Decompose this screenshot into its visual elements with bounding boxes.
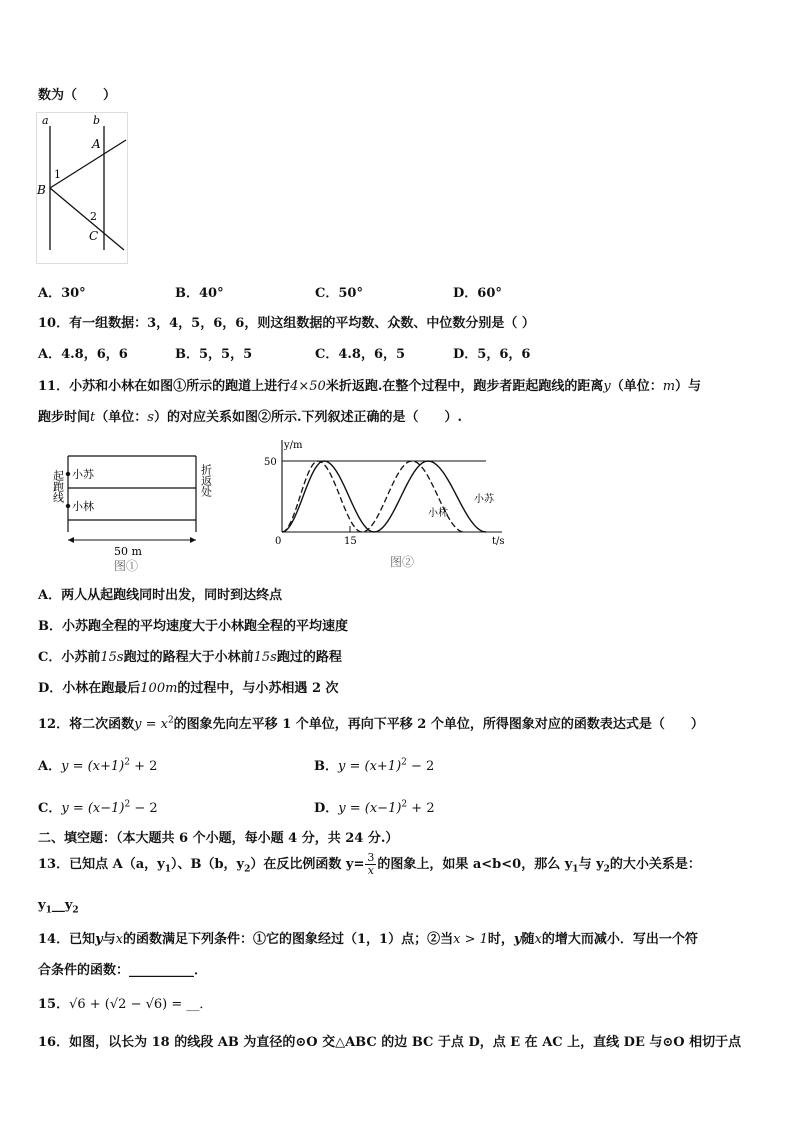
q11-stem-line2: 跑步时间t（单位：s）的对应关系如图②所示.下列叙述正确的是（ ）. — [38, 410, 462, 425]
fig-label-2: 2 — [90, 210, 97, 223]
q9-option-a[interactable]: A．30° — [38, 286, 86, 301]
line-BC — [50, 188, 124, 250]
fig-label-1: 1 — [54, 168, 61, 181]
q12-stem: 12．将二次函数$y = x^2$的图象先向左平移 1 个单位，再向下平移 2 个单位，所得图象对应的函数表达式是（ ） — [38, 715, 704, 732]
q14-stem-line2[interactable]: 合条件的函数：__________． — [38, 963, 208, 978]
q12-option-d[interactable]: D．$y = (x-1)^2 + 2$ — [314, 799, 435, 816]
fig-label-b: b — [93, 114, 101, 127]
q10-option-d[interactable]: D．5，6，6 — [453, 347, 531, 362]
y-tick-50: 50 — [264, 457, 277, 468]
q10-option-c[interactable]: C．4.8，6，5 — [315, 347, 406, 362]
lin-start-dot — [66, 504, 70, 508]
q11-option-d[interactable]: D．小林在跑最后100m的过程中，与小苏相遇 2 次 — [38, 681, 339, 696]
q9-stem-tail: 数为（ ） — [38, 88, 117, 103]
q15-stem[interactable]: 15．√6 + (√2 − √6) = __． — [38, 997, 213, 1012]
q11-stem-line1: 11．小苏和小林在如图①所示的跑道上进行4×50米折返跑.在整个过程中，跑步者距起跑线的距离y（单位：m）与 — [38, 379, 702, 394]
fig-label-C: C — [89, 229, 99, 243]
q16-stem: 16．如图，以长为 18 的线段 AB 为直径的⊙O 交△ABC 的边 BC 于点 D，点 E 在 AC 上，直线 DE 与⊙O 相切于点 — [38, 1035, 742, 1050]
start-line-label: 起跑线 — [51, 470, 65, 503]
series-su-curve — [282, 461, 486, 532]
x-axis-label: t/s — [492, 536, 505, 547]
q11-figure-1-track — [46, 440, 226, 572]
y-axis-label: y/m — [284, 440, 303, 451]
length-label: 50 m — [114, 545, 142, 558]
fig2-caption: 图② — [390, 555, 415, 569]
q13-answer[interactable]: $y_1\_\_y_2$ — [38, 898, 79, 916]
q13-fraction: $\frac{3}{x}$ — [367, 851, 375, 877]
fig-label-B: B — [37, 183, 46, 197]
q9-option-d[interactable]: D．60° — [453, 286, 502, 301]
q15-expression: √6 + (√2 − √6) = __． — [69, 997, 213, 1012]
su-start-dot — [66, 472, 70, 476]
q10-option-b[interactable]: B．5，5，5 — [175, 347, 253, 362]
series-su-label: 小苏 — [474, 494, 494, 505]
q12-option-b[interactable]: B．$y = (x+1)^2 - 2$ — [314, 757, 435, 774]
q13-stem: 13．已知点 A（a，$y_1$）、B（b，$y_2$）在反比例函数 y= $\frac{3}{x}$ 的图象上，如果 a<b<0，那么 $y_1$与 $y_2$的大小关系是： — [38, 851, 701, 877]
q11-option-b[interactable]: B．小苏跑全程的平均速度大于小林跑全程的平均速度 — [38, 619, 348, 634]
q11-option-c[interactable]: C．小苏前15s跑过的路程大于小林前15s跑过的路程 — [38, 650, 342, 665]
q11-option-a[interactable]: A．两人从起跑线同时出发，同时到达终点 — [38, 588, 283, 603]
q12-option-c[interactable]: C．$y = (x-1)^2 - 2$ — [38, 799, 158, 816]
q9-figure — [36, 112, 132, 264]
series-lin-label: 小林 — [428, 508, 448, 519]
section-2-heading: 二、填空题：（本大题共 6 个小题，每小题 4 分，共 24 分.） — [38, 831, 399, 846]
origin-label: 0 — [275, 536, 282, 547]
fig-label-a: a — [42, 114, 49, 127]
q10-stem: 10．有一组数据：3，4，5，6，6，则这组数据的平均数、众数、中位数分别是（ ） — [38, 316, 535, 331]
x-tick-15: 15 — [344, 536, 357, 547]
q10-option-a[interactable]: A．4.8，6，6 — [38, 347, 128, 362]
lane-su-label: 小苏 — [72, 468, 94, 481]
fig1-caption: 图① — [114, 559, 139, 573]
series-lin-curve — [282, 461, 464, 532]
q14-stem-line1: 14．已知y与x的函数满足下列条件：①它的图象经过（1，1）点；②当x > 1时，y随x的增大而减小．写出一个符 — [38, 932, 698, 947]
turn-label: 折返处 — [199, 464, 213, 497]
line-BA — [50, 140, 126, 188]
lane-lin-label: 小林 — [72, 500, 94, 513]
q9-option-b[interactable]: B．40° — [175, 286, 224, 301]
fig-label-A: A — [92, 137, 101, 151]
q11-figure-2-graph — [264, 434, 508, 572]
q12-option-a[interactable]: A．$y = (x+1)^2 + 2$ — [38, 757, 158, 774]
q9-option-c[interactable]: C．50° — [315, 286, 363, 301]
